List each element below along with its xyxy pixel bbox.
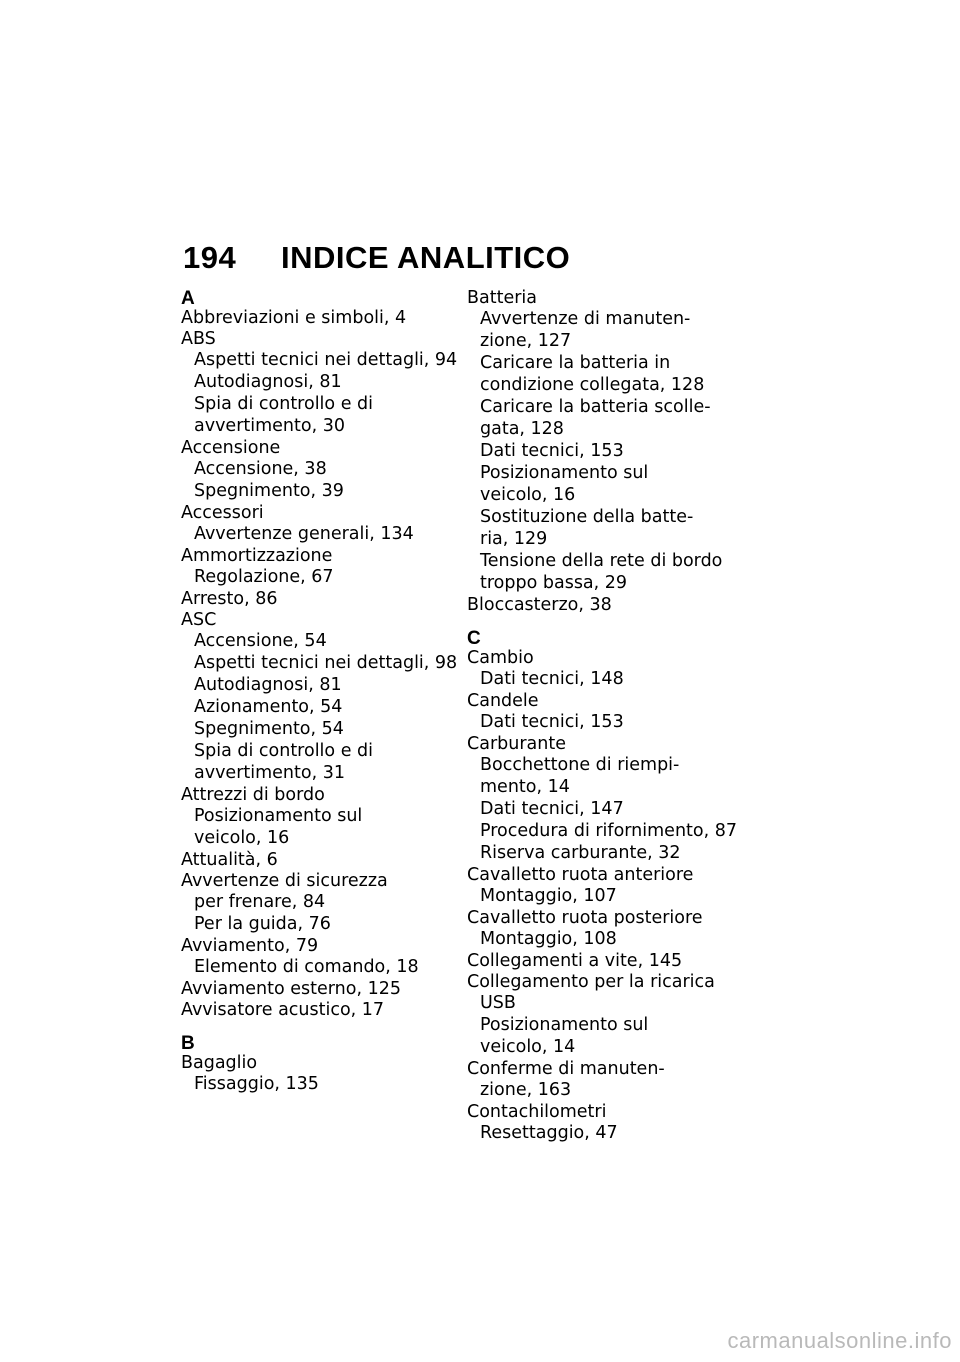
page-header bbox=[183, 240, 570, 276]
index-subentry: Spia di controllo e di bbox=[194, 741, 373, 761]
index-subentry: Posizionamento sul bbox=[480, 1015, 649, 1035]
index-letter-heading: C bbox=[467, 628, 481, 649]
index-entry: Cambio bbox=[467, 648, 534, 668]
index-subentry: Tensione della rete di bordo bbox=[480, 551, 723, 571]
index-entry: Avviamento, 79 bbox=[181, 936, 319, 956]
index-entry: Collegamenti a vite, 145 bbox=[467, 951, 683, 971]
index-subentry: Aspetti tecnici nei dettagli, 94 bbox=[194, 350, 458, 370]
index-subentry: Bocchettone di riempi- bbox=[480, 755, 680, 775]
index-subentry: gata, 128 bbox=[480, 419, 564, 439]
index-subentry: zione, 127 bbox=[480, 331, 572, 351]
index-letter-heading: A bbox=[181, 288, 195, 309]
index-subentry: Sostituzione della batte- bbox=[480, 507, 694, 527]
index-subentry: Accensione, 38 bbox=[194, 459, 327, 479]
index-subentry: Autodiagnosi, 81 bbox=[194, 675, 342, 695]
index-entry: Avviamento esterno, 125 bbox=[181, 979, 402, 999]
index-subentry: Regolazione, 67 bbox=[194, 567, 334, 587]
index-subentry: per frenare, 84 bbox=[194, 892, 326, 912]
index-subentry: Per la guida, 76 bbox=[194, 914, 331, 934]
index-subentry: Azionamento, 54 bbox=[194, 697, 343, 717]
index-entry: Conferme di manuten- bbox=[467, 1059, 665, 1079]
index-subentry: condizione collegata, 128 bbox=[480, 375, 705, 395]
index-entry: Avvertenze di sicurezza bbox=[181, 871, 388, 891]
index-entry: Candele bbox=[467, 691, 539, 711]
index-subentry: avvertimento, 30 bbox=[194, 416, 345, 436]
index-subentry: Dati tecnici, 153 bbox=[480, 712, 624, 732]
index-subentry: veicolo, 16 bbox=[194, 828, 290, 848]
index-subentry: troppo bassa, 29 bbox=[480, 573, 628, 593]
index-subentry: Caricare la batteria scolle- bbox=[480, 397, 711, 417]
index-subentry: veicolo, 14 bbox=[480, 1037, 576, 1057]
index-subentry: Montaggio, 108 bbox=[480, 929, 617, 949]
index-column-right bbox=[467, 289, 752, 1144]
index-subentry: Dati tecnici, 147 bbox=[480, 799, 624, 819]
index-subentry: Posizionamento sul bbox=[480, 463, 649, 483]
index-subentry: Autodiagnosi, 81 bbox=[194, 372, 342, 392]
index-subentry: Dati tecnici, 148 bbox=[480, 669, 624, 689]
index-subentry: Avvertenze di manuten- bbox=[480, 309, 691, 329]
index-subentry: veicolo, 16 bbox=[480, 485, 576, 505]
index-subentry: Montaggio, 107 bbox=[480, 886, 617, 906]
index-subentry: Posizionamento sul bbox=[194, 806, 363, 826]
index-subentry: Riserva carburante, 32 bbox=[480, 843, 681, 863]
index-entry: Carburante bbox=[467, 734, 566, 754]
index-entry: Collegamento per la ricarica bbox=[467, 972, 715, 992]
index-entry: Ammortizzazione bbox=[181, 546, 333, 566]
index-entry: Attrezzi di bordo bbox=[181, 785, 325, 805]
index-subentry: Procedura di rifornimento, 87 bbox=[480, 821, 737, 841]
page-number: 194 bbox=[183, 240, 237, 275]
index-entry: ASC bbox=[181, 610, 217, 630]
index-subentry: Dati tecnici, 153 bbox=[480, 441, 624, 461]
index-entry: Abbreviazioni e simboli, 4 bbox=[181, 308, 407, 328]
index-subentry: Aspetti tecnici nei dettagli, 98 bbox=[194, 653, 458, 673]
index-entry: Accensione bbox=[181, 438, 281, 458]
index-entry: Avvisatore acustico, 17 bbox=[181, 1000, 385, 1020]
index-subentry: ria, 129 bbox=[480, 529, 548, 549]
index-entry: Cavalletto ruota posteriore bbox=[467, 908, 703, 928]
index-subentry: Spegnimento, 39 bbox=[194, 481, 344, 501]
index-subentry: Accensione, 54 bbox=[194, 631, 327, 651]
page-title: INDICE ANALITICO bbox=[281, 240, 571, 275]
index-subentry: Elemento di comando, 18 bbox=[194, 957, 419, 977]
index-entry: Cavalletto ruota anteriore bbox=[467, 865, 694, 885]
index-subentry: Avvertenze generali, 134 bbox=[194, 524, 414, 544]
index-letter-heading: B bbox=[181, 1033, 195, 1054]
index-subentry: avvertimento, 31 bbox=[194, 763, 345, 783]
index-subentry: Spegnimento, 54 bbox=[194, 719, 344, 739]
index-entry: Bloccasterzo, 38 bbox=[467, 595, 612, 615]
index-subentry: Resettaggio, 47 bbox=[480, 1123, 618, 1143]
index-subentry: Fissaggio, 135 bbox=[194, 1074, 319, 1094]
index-entry: Contachilometri bbox=[467, 1102, 607, 1122]
index-subentry: mento, 14 bbox=[480, 777, 570, 797]
index-subentry: Spia di controllo e di bbox=[194, 394, 373, 414]
watermark: carmanualsonline.info bbox=[727, 1328, 952, 1353]
index-entry: Batteria bbox=[467, 288, 537, 308]
index-entry: ABS bbox=[181, 329, 216, 349]
index-entry: Attualità, 6 bbox=[181, 850, 278, 870]
index-entry: Bagaglio bbox=[181, 1053, 258, 1073]
index-entry: Accessori bbox=[181, 503, 264, 523]
index-column-left bbox=[181, 289, 466, 1095]
index-subentry: Caricare la batteria in bbox=[480, 353, 671, 373]
index-entry: Arresto, 86 bbox=[181, 589, 278, 609]
index-subentry: zione, 163 bbox=[480, 1080, 572, 1100]
index-subentry: USB bbox=[480, 993, 516, 1013]
